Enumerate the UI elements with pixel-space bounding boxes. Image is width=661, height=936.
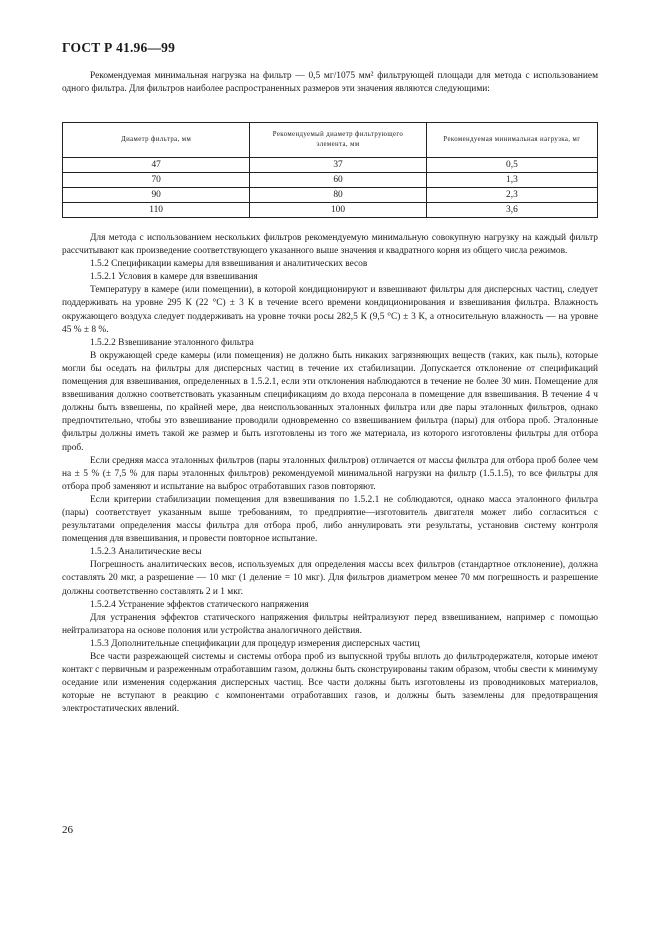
paragraph-reference-filter: В окружающей среде камеры (или помещения) не должно быть никаких загрязняющих веществ (таких, как пыль), которые могли бы оседать на фильтры для дисперсных частиц в течение их стабилизации. Допускается отклонение от спецификаций помещения для взвешивания, определенных в 1.5.2.1, если эти отклонения наблюдаются в течение не более 30 мин. Помещение для взвешивания должно соответствовать указанным спецификациям до входа персонала в помещение для взвешивания. В течение 4 ч должны быть взвешены, по крайней мере, два неиспользованных эталонных фильтра или две пары эталонных фильтров, однако предпочтительно, чтобы это взвешивание проводили одновременно со взвешиванием фильтра (пары) для отбора проб. Эталонные фильтры должны иметь такой же размер и быть изготовлены из того же материала, из которого изготовлены фильтры для отбора проб.: [62, 350, 598, 453]
page-number: 26: [62, 824, 73, 836]
table-cell: 90: [63, 188, 250, 203]
document-header: ГОСТ Р 41.96—99: [62, 40, 176, 55]
paragraph-static-elimination: Для устранения эффектов статического напряжения фильтры нейтрализуют перед взвешиванием, например с помощью нейтрализатора на основе полония или устройства аналогичного действия.: [62, 612, 598, 636]
table-row: [63, 188, 598, 203]
paragraph-sampling-system: Все части разрежающей системы и системы отбора проб из выпускной трубы вплоть до фильтродержателя, которые имеют контакт с первичным и разреженным отработавшим газом, должны быть сконструированы таким образом, чтобы свести к минимуму оседание или изменения содержания дисперсных частиц. Все части должны быть изготовлены из проводниковых материалов, которые не вступают в реакцию с компонентами отработавших газов, и должны быть заземлены для предотвращения электростатических явлений.: [62, 652, 598, 715]
section-heading-1-5-2-2: 1.5.2.2 Взвешивание эталонного фильтра: [90, 337, 254, 348]
section-heading-1-5-2: 1.5.2 Спецификации камеры для взвешивания и аналитических весов: [90, 259, 368, 270]
table-header-cell: Диаметр фильтра, мм: [63, 123, 250, 158]
table-cell: 110: [63, 203, 250, 218]
table-cell: 0,5: [426, 158, 597, 173]
table-cell: 1,3: [426, 173, 597, 188]
filter-load-table: [62, 122, 598, 218]
paragraph-mass-deviation: Если средняя масса эталонных фильтров (пары эталонных фильтров) отличается от массы фильтра для отбора проб более чем на ± 5 % (± 7,5 % для пары эталонных фильтров) рекомендуемой минимальной нагрузки на фильтр (1.5.1.5), то все фильтры для отбора проб заменяют и испытание на выброс отработавших газов повторяют.: [62, 455, 598, 492]
intro-paragraph: Рекомендуемая минимальная нагрузка на фильтр — 0,5 мг/1075 мм² фильтрующей площади для метода с использованием одного фильтра. Для фильтров наиболее распространенных размеров эти значения являются следующими:: [62, 71, 598, 95]
paragraph-analytical-balance: Погрешность аналитических весов, используемых для определения массы всех фильтров (стандартное отклонение), должна составлять 20 мкг, а разрешение — 10 мкг (1 деление = 10 мкг). Для фильтров диаметром менее 70 мм погрешность и разрешение должны соответственно составлять 2 и 1 мкг.: [62, 560, 598, 597]
table-header-row: [63, 123, 598, 158]
table-header-cell: Рекомендуемая минимальная нагрузка, мг: [426, 123, 597, 158]
main-text-section: [62, 232, 598, 716]
table-cell: 47: [63, 158, 250, 173]
table-row: [63, 173, 598, 188]
table-cell: 100: [250, 203, 427, 218]
paragraph-stabilization-criteria: Если критерии стабилизации помещения для взвешивания по 1.5.2.1 не соблюдаются, однако масса эталонного фильтра (пары) соответствует указанным выше требованиям, то предприятие—изготовитель двигателя может либо согласиться с результатами определения массы фильтра для отбора проб, либо аннулировать эти результаты, установив систему контроля помещения для взвешивания, и провести повторное испытание.: [62, 494, 598, 545]
paragraph-multi-filter-method: Для метода с использованием нескольких фильтров рекомендуемую минимальную совокупную нагрузку на каждый фильтр рассчитывают как произведение соответствующего указанного выше значения и квадратного корня из общего числа режимов.: [62, 233, 598, 257]
section-heading-1-5-3: 1.5.3 Дополнительные спецификации для процедур измерения дисперсных частиц: [90, 638, 420, 649]
table-row: [63, 158, 598, 173]
section-heading-1-5-2-3: 1.5.2.3 Аналитические весы: [90, 547, 202, 558]
table-cell: 2,3: [426, 188, 597, 203]
section-heading-1-5-2-1: 1.5.2.1 Условия в камере для взвешивания: [90, 272, 258, 283]
table-row: [63, 203, 598, 218]
section-heading-1-5-2-4: 1.5.2.4 Устранение эффектов статического напряжения: [90, 599, 309, 610]
table-header-cell: Рекомендуемый диаметр фильтрующего элемента, мм: [250, 123, 427, 158]
intro-section: [62, 70, 598, 96]
paragraph-chamber-conditions: Температуру в камере (или помещении), в которой кондиционируют и взвешивают фильтры для дисперсных частиц, следует поддерживать на уровне 295 К (22 °С) ± 3 К в течение всего времени кондиционирования и взвешивания фильтра. Влажность окружающего воздуха следует поддерживать на уровне точки росы 282,5 К (9,5 °С) ± 3 К, а относительную влажность — на уровне 45 % ± 8 %.: [62, 285, 598, 335]
table-cell: 80: [250, 188, 427, 203]
table-cell: 60: [250, 173, 427, 188]
table-cell: 70: [63, 173, 250, 188]
table-cell: 37: [250, 158, 427, 173]
table-cell: 3,6: [426, 203, 597, 218]
